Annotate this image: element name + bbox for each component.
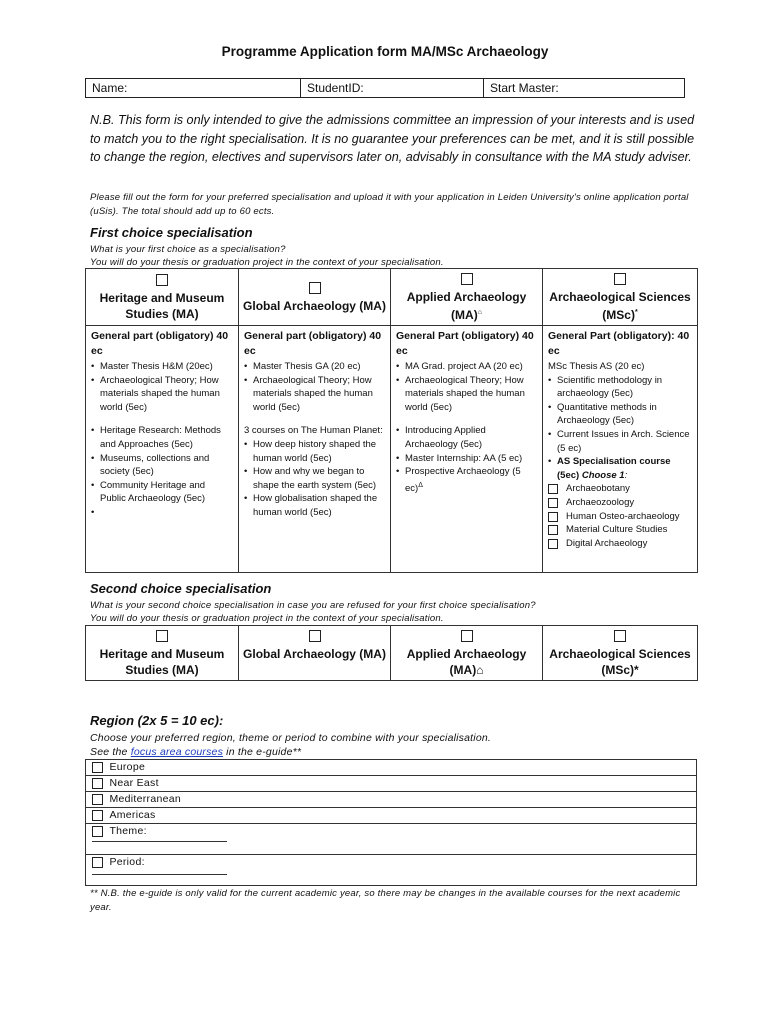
msc-thesis: MSc Thesis AS (20 ec): [548, 361, 645, 372]
course-item: • Heritage Research: Methods and Approaches (5ec): [91, 424, 233, 451]
checkbox[interactable]: [548, 525, 558, 535]
checkbox[interactable]: [461, 273, 473, 285]
first-choice-note: You will do your thesis or graduation project in the context of your specialisation.: [90, 257, 444, 268]
column-title: Global Archaeology (MA): [243, 647, 386, 661]
first-choice-heading: First choice specialisation: [90, 225, 253, 240]
applied-courses: [391, 326, 543, 573]
nb-notice: N.B. This form is only intended to give the admissions committee an impression of your interests and is used to match you to the right specialisation. It is no guarantee your preferences can be met, and it is still possible to change the region, electives and supervisors later on, advisably in consultance with the MA study adviser.: [90, 113, 695, 164]
checkbox[interactable]: [92, 778, 103, 789]
page-title: Programme Application form MA/MSc Archaeology: [221, 44, 549, 59]
course-item: • Archaeological Theory; How materials shaped the human world (5ec): [91, 374, 233, 415]
see-prefix: See the: [90, 746, 128, 758]
course-item: • Community Heritage and Public Archaeology (5ec): [91, 479, 233, 506]
course-item: • How globalisation shaped the human world (5ec): [244, 492, 385, 519]
first-choice-question-text: What is your first choice as a specialisation?: [90, 244, 286, 255]
option-heritage-museum[interactable]: [86, 269, 239, 326]
second-option-heritage-museum[interactable]: [86, 626, 239, 681]
option-label: Americas: [109, 809, 156, 821]
checkbox[interactable]: [548, 484, 558, 494]
delta-mark: Δ: [418, 481, 423, 489]
column-title: Heritage and Museum Studies (MA): [99, 647, 225, 677]
region-option-europe[interactable]: [86, 760, 697, 776]
course-item: • Master Thesis GA (20 ec): [244, 360, 385, 374]
second-choice-table: [85, 625, 698, 681]
option-item[interactable]: [548, 537, 692, 551]
course-item-text: Prospective Archaeology (5 ec): [405, 466, 521, 494]
second-choice-question-text: What is your second choice specialisation in case you are refused for your first choice specialisation?: [90, 600, 536, 611]
second-choice-note: You will do your thesis or graduation project in the context of your specialisation.: [90, 613, 444, 624]
second-option-global-archaeology[interactable]: [239, 626, 391, 681]
theme-label: Theme:: [109, 825, 147, 837]
region-table: [85, 759, 697, 886]
second-option-applied-archaeology[interactable]: [391, 626, 543, 681]
checkbox[interactable]: [309, 282, 321, 294]
course-item: • MA Grad. project AA (20 ec): [396, 360, 537, 374]
choose-one: Choose 1: [581, 469, 625, 481]
general-part-label: General Part (obligatory): 40 ec: [548, 330, 690, 357]
checkbox[interactable]: [92, 794, 103, 805]
option-label: Archaeozoology: [566, 496, 635, 508]
period-blank-line[interactable]: [92, 874, 227, 875]
checkbox[interactable]: [548, 539, 558, 549]
checkbox[interactable]: [461, 630, 473, 642]
second-choice-heading: Second choice specialisation: [90, 581, 272, 596]
region-option-mediterranean[interactable]: [86, 792, 697, 808]
focus-area-link[interactable]: focus area courses: [130, 746, 224, 758]
course-item: • Master Thesis H&M (20ec): [91, 360, 233, 374]
region-heading: Region (2x 5 = 10 ec):: [90, 713, 224, 728]
option-label: Material Culture Studies: [566, 524, 668, 536]
second-choice-question: [90, 599, 700, 625]
option-label: Archaeobotany: [566, 483, 630, 495]
option-item[interactable]: [548, 482, 692, 496]
theme-field[interactable]: [86, 824, 697, 855]
option-label: Mediterranean: [109, 793, 182, 805]
checkbox[interactable]: [92, 857, 103, 868]
column-title: Applied Archaeology (MA)⌂: [406, 647, 527, 677]
first-choice-table: [85, 268, 698, 573]
course-item: • Quantitative methods in Archaeology (5ec): [548, 401, 692, 428]
sciences-courses: [543, 326, 698, 573]
course-item: • How deep history shaped the human world (5ec): [244, 438, 385, 465]
checkbox[interactable]: [156, 274, 168, 286]
course-item: • AS Specialisation course (5ec) Choose 1:: [548, 455, 692, 482]
period-field[interactable]: [86, 855, 697, 886]
region-instructions: [90, 731, 690, 759]
course-item: • Current Issues in Arch. Science (5 ec): [548, 428, 692, 455]
checkbox[interactable]: [548, 498, 558, 508]
general-part-label: General part (obligatory) 40 ec: [91, 330, 229, 357]
option-archaeological-sciences[interactable]: [543, 269, 698, 326]
checkbox[interactable]: [92, 810, 103, 821]
instructions: Please fill out the form for your preferred specialisation and upload it with your application in Leiden University's online application portal (uSis). The total should add up to 60 ects.: [90, 192, 689, 217]
checkbox[interactable]: [309, 630, 321, 642]
checkbox[interactable]: [156, 630, 168, 642]
human-planet-intro: 3 courses on The Human Planet:: [244, 425, 383, 437]
period-label: Period:: [109, 856, 145, 868]
checkbox[interactable]: [92, 826, 103, 837]
student-id-field[interactable]: StudentID:: [301, 79, 484, 98]
first-choice-question: [90, 243, 690, 269]
column-title: Global Archaeology (MA): [243, 299, 386, 313]
option-applied-archaeology[interactable]: [391, 269, 543, 326]
course-item: • How and why we began to shape the earth system (5ec): [244, 465, 385, 492]
course-item: • Museums, collections and society (5ec): [91, 452, 233, 479]
option-item[interactable]: [548, 510, 692, 524]
second-option-archaeological-sciences[interactable]: [543, 626, 698, 681]
checkbox[interactable]: [92, 762, 103, 773]
option-label: Near East: [109, 777, 159, 789]
heritage-courses: [86, 326, 239, 573]
region-option-near-east[interactable]: [86, 776, 697, 792]
see-suffix: in the e-guide**: [226, 746, 302, 758]
course-item: • Archaeological Theory; How materials shaped the human world (5ec): [244, 374, 385, 415]
general-part-label: General Part (obligatory) 40 ec: [396, 330, 534, 357]
start-master-field[interactable]: Start Master:: [484, 79, 685, 98]
column-title: Applied Archaeology (MA): [406, 290, 527, 322]
option-global-archaeology[interactable]: [239, 269, 391, 326]
theme-blank-line[interactable]: [92, 841, 227, 842]
course-item-empty: [91, 506, 233, 520]
region-option-americas[interactable]: [86, 808, 697, 824]
course-item: • Introducing Applied Archaeology (5ec): [396, 424, 537, 451]
global-courses: [239, 326, 391, 573]
option-label: Europe: [109, 761, 146, 773]
name-field[interactable]: Name:: [86, 79, 301, 98]
asterisk-mark: *: [634, 309, 638, 316]
course-item: • Master Internship: AA (5 ec): [396, 452, 537, 466]
course-item: • Archaeological Theory; How materials shaped the human world (5ec): [396, 374, 537, 415]
general-part-label: General part (obligatory) 40 ec: [244, 330, 382, 357]
checkbox[interactable]: [614, 630, 626, 642]
column-title: Archaeological Sciences (MSc)*: [549, 647, 691, 677]
course-item: • Scientific methodology in archaeology (5ec): [548, 374, 692, 401]
region-instruction-text: Choose your preferred region, theme or period to combine with your specialisation.: [90, 732, 492, 744]
checkbox[interactable]: [614, 273, 626, 285]
column-title: Heritage and Museum Studies (MA): [99, 291, 225, 321]
applicant-info-table: [85, 78, 685, 98]
option-label: Human Osteo-archaeology: [566, 510, 680, 522]
house-mark: ⌂: [477, 309, 482, 316]
option-item[interactable]: [548, 496, 692, 510]
e-guide-line: [90, 745, 690, 759]
course-item: [396, 465, 537, 495]
option-item[interactable]: [548, 523, 692, 537]
checkbox[interactable]: [548, 512, 558, 522]
footnote: ** N.B. the e-guide is only valid for the current academic year, so there may be changes in the available courses for the next academic year.: [90, 888, 681, 913]
option-label: Digital Archaeology: [566, 537, 648, 549]
column-title: Archaeological Sciences (MSc): [549, 290, 691, 322]
specialisation-course: AS Specialisation course (5ec): [557, 456, 671, 481]
